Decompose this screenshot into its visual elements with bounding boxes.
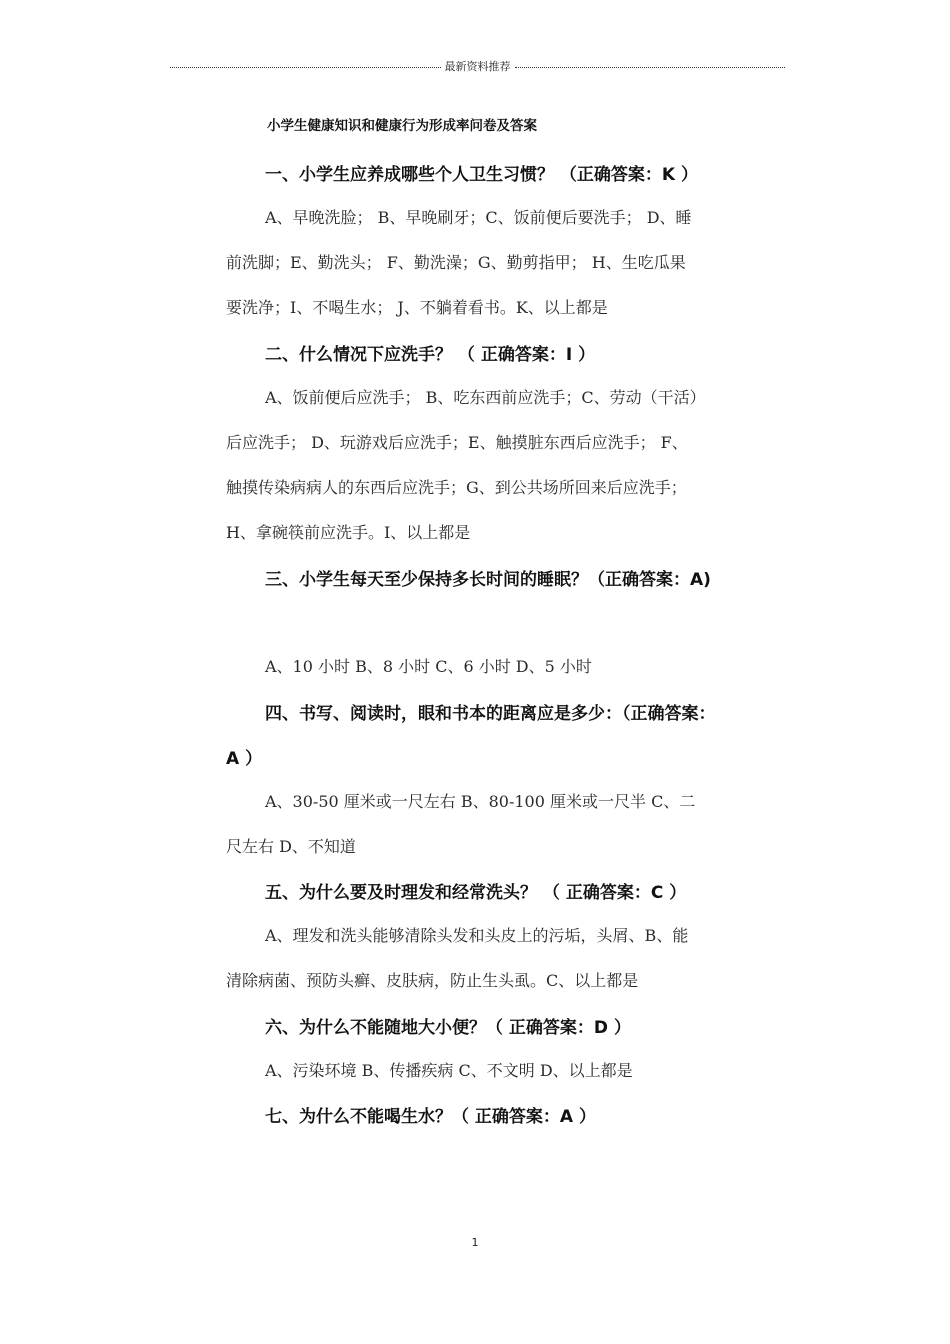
option-line: 前洗脚；E、勤洗头； F、勤洗澡；G、勤剪指甲； H、生吃瓜果: [226, 253, 686, 272]
option-line: H、拿碗筷前应洗手。I、以上都是: [226, 523, 471, 542]
option-line: 后应洗手； D、玩游戏后应洗手；E、触摸脏东西后应洗手； F、: [226, 433, 688, 452]
question-2: 二、什么情况下应洗手？ （ 正确答案：I ）: [265, 345, 596, 365]
question-6: 六、为什么不能随地大小便？（ 正确答案：D ）: [265, 1018, 631, 1038]
option-line: A、理发和洗头能够清除头发和头皮上的污垢，头屑、B、能: [265, 926, 689, 945]
question-7: 七、为什么不能喝生水？（ 正确答案：A ）: [265, 1107, 596, 1127]
question-1: 一、小学生应养成哪些个人卫生习惯？ （正确答案：K ）: [265, 165, 699, 185]
question-3: 三、小学生每天至少保持多长时间的睡眠？（正确答案：A): [265, 570, 711, 590]
header-text: 最新资料推荐: [444, 60, 511, 73]
document-title: 小学生健康知识和健康行为形成率问卷及答案: [267, 118, 537, 134]
header-dotted-rule-right: [515, 67, 786, 68]
option-line: A、30-50 厘米或一尺左右 B、80-100 厘米或一尺半 C、二: [265, 792, 696, 811]
option-line: 尺左右 D、不知道: [226, 837, 356, 856]
question-4: 四、书写、阅读时，眼和书本的距离应是多少：（正确答案：: [265, 704, 716, 724]
page-header: [170, 56, 785, 76]
option-line: 清除病菌、预防头癣、皮肤病，防止生头虱。C、以上都是: [226, 971, 639, 990]
option-line: A、饭前便后应洗手； B、吃东西前应洗手；C、劳动（干活）: [265, 388, 706, 407]
question-5: 五、为什么要及时理发和经常洗头？ （ 正确答案：C ）: [265, 883, 687, 903]
option-line: A、10 小时 B、8 小时 C、6 小时 D、5 小时: [265, 657, 592, 676]
question-4-continued: A ）: [226, 749, 263, 769]
page-number: 1: [471, 1236, 479, 1249]
header-dotted-rule-left: [170, 67, 441, 68]
option-line: A、早晚洗脸； B、早晚刷牙；C、饭前便后要洗手； D、睡: [265, 208, 692, 227]
option-line: A、污染环境 B、传播疾病 C、不文明 D、以上都是: [265, 1061, 633, 1080]
option-line: 触摸传染病病人的东西后应洗手；G、到公共场所回来后应洗手；: [226, 478, 687, 497]
option-line: 要洗净；I、不喝生水； J、不躺着看书。K、以上都是: [226, 298, 608, 317]
